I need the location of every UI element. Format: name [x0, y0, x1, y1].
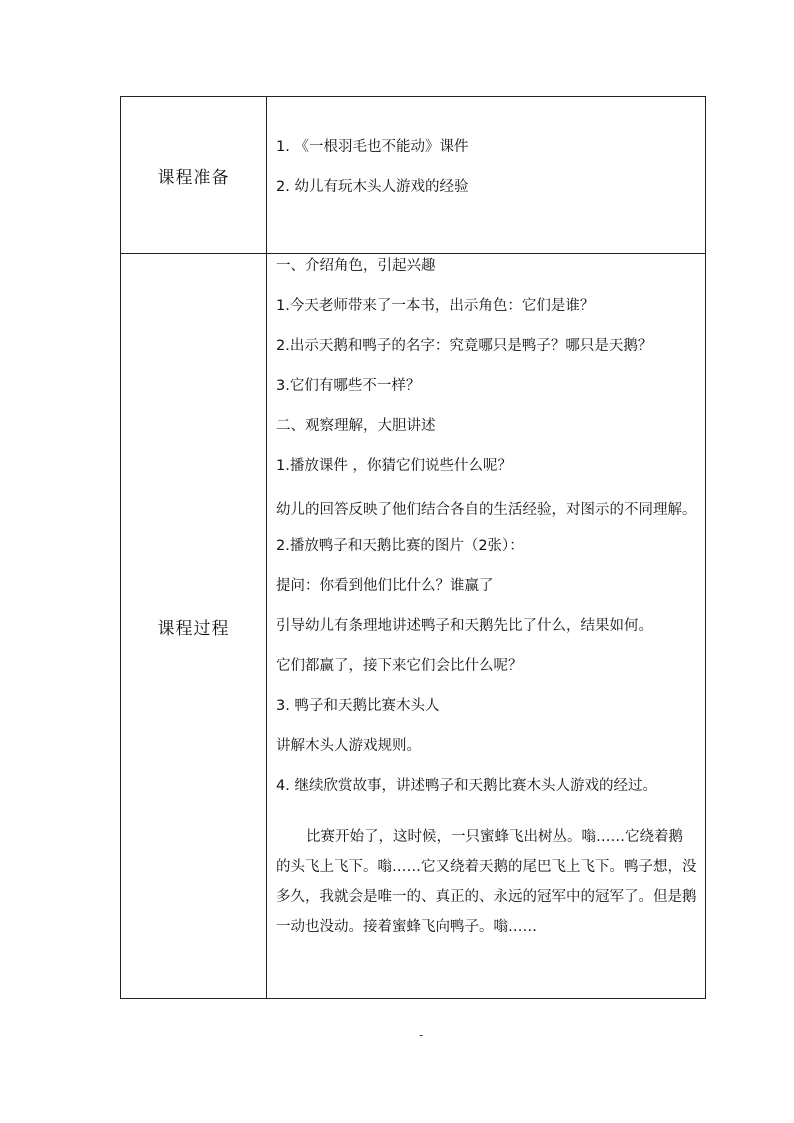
process-line: 1.播放课件 ，你猜它们说些什么呢？	[276, 458, 512, 474]
preparation-item: 2. 幼儿有玩木头人游戏的经验	[276, 179, 469, 195]
story-paragraph: 比赛开始了，这时候，一只蜜蜂飞出树丛。嗡……它绕着鹅的头飞上飞下。嗡……它又绕着天鹅的尾巴飞上飞下。鸭子想，没多久，我就会是唯一的、真正的、永远的冠军中的冠军了。但是鹅一动也没动。接着蜜蜂飞向鸭子。嗡……	[276, 829, 697, 935]
process-line: 讲解木头人游戏规则。	[276, 738, 421, 754]
process-line: 2.播放鸭子和天鹅比赛的图片（2张）：	[276, 538, 524, 554]
process-content	[267, 254, 706, 999]
answer-note: 幼儿的回答反映了他们结合各自的生活经验，对图示的不同理解。	[276, 502, 697, 518]
process-line: 3.它们有哪些不一样？	[276, 378, 421, 394]
preparation-item: 1. 《一根羽毛也不能动》课件	[276, 139, 469, 155]
lesson-plan-table	[120, 96, 706, 999]
process-line: 4. 继续欣赏故事，讲述鸭子和天鹅比赛木头人游戏的经过。	[276, 778, 657, 794]
process-label: 课程过程	[121, 254, 267, 999]
preparation-row	[121, 97, 706, 254]
process-line: 它们都赢了，接下来它们会比什么呢？	[276, 658, 523, 674]
process-row	[121, 254, 706, 999]
process-line: 提问：你看到他们比什么？谁赢了	[276, 578, 494, 594]
preparation-content	[267, 97, 706, 254]
process-line: 一、介绍角色，引起兴趣	[276, 258, 436, 274]
process-line: 引导幼儿有条理地讲述鸭子和天鹅先比了什么，结果如何。	[276, 618, 653, 634]
process-line: 2.出示天鹅和鸭子的名字：究竟哪只是鸭子？哪只是天鹅？	[276, 338, 653, 354]
preparation-label: 课程准备	[121, 97, 267, 254]
page-footer-mark: -	[419, 1028, 424, 1042]
process-line: 3. 鸭子和天鹅比赛木头人	[276, 698, 440, 714]
process-line: 1.今天老师带来了一本书，出示角色：它们是谁？	[276, 298, 595, 314]
process-line: 二、观察理解，大胆讲述	[276, 418, 436, 434]
